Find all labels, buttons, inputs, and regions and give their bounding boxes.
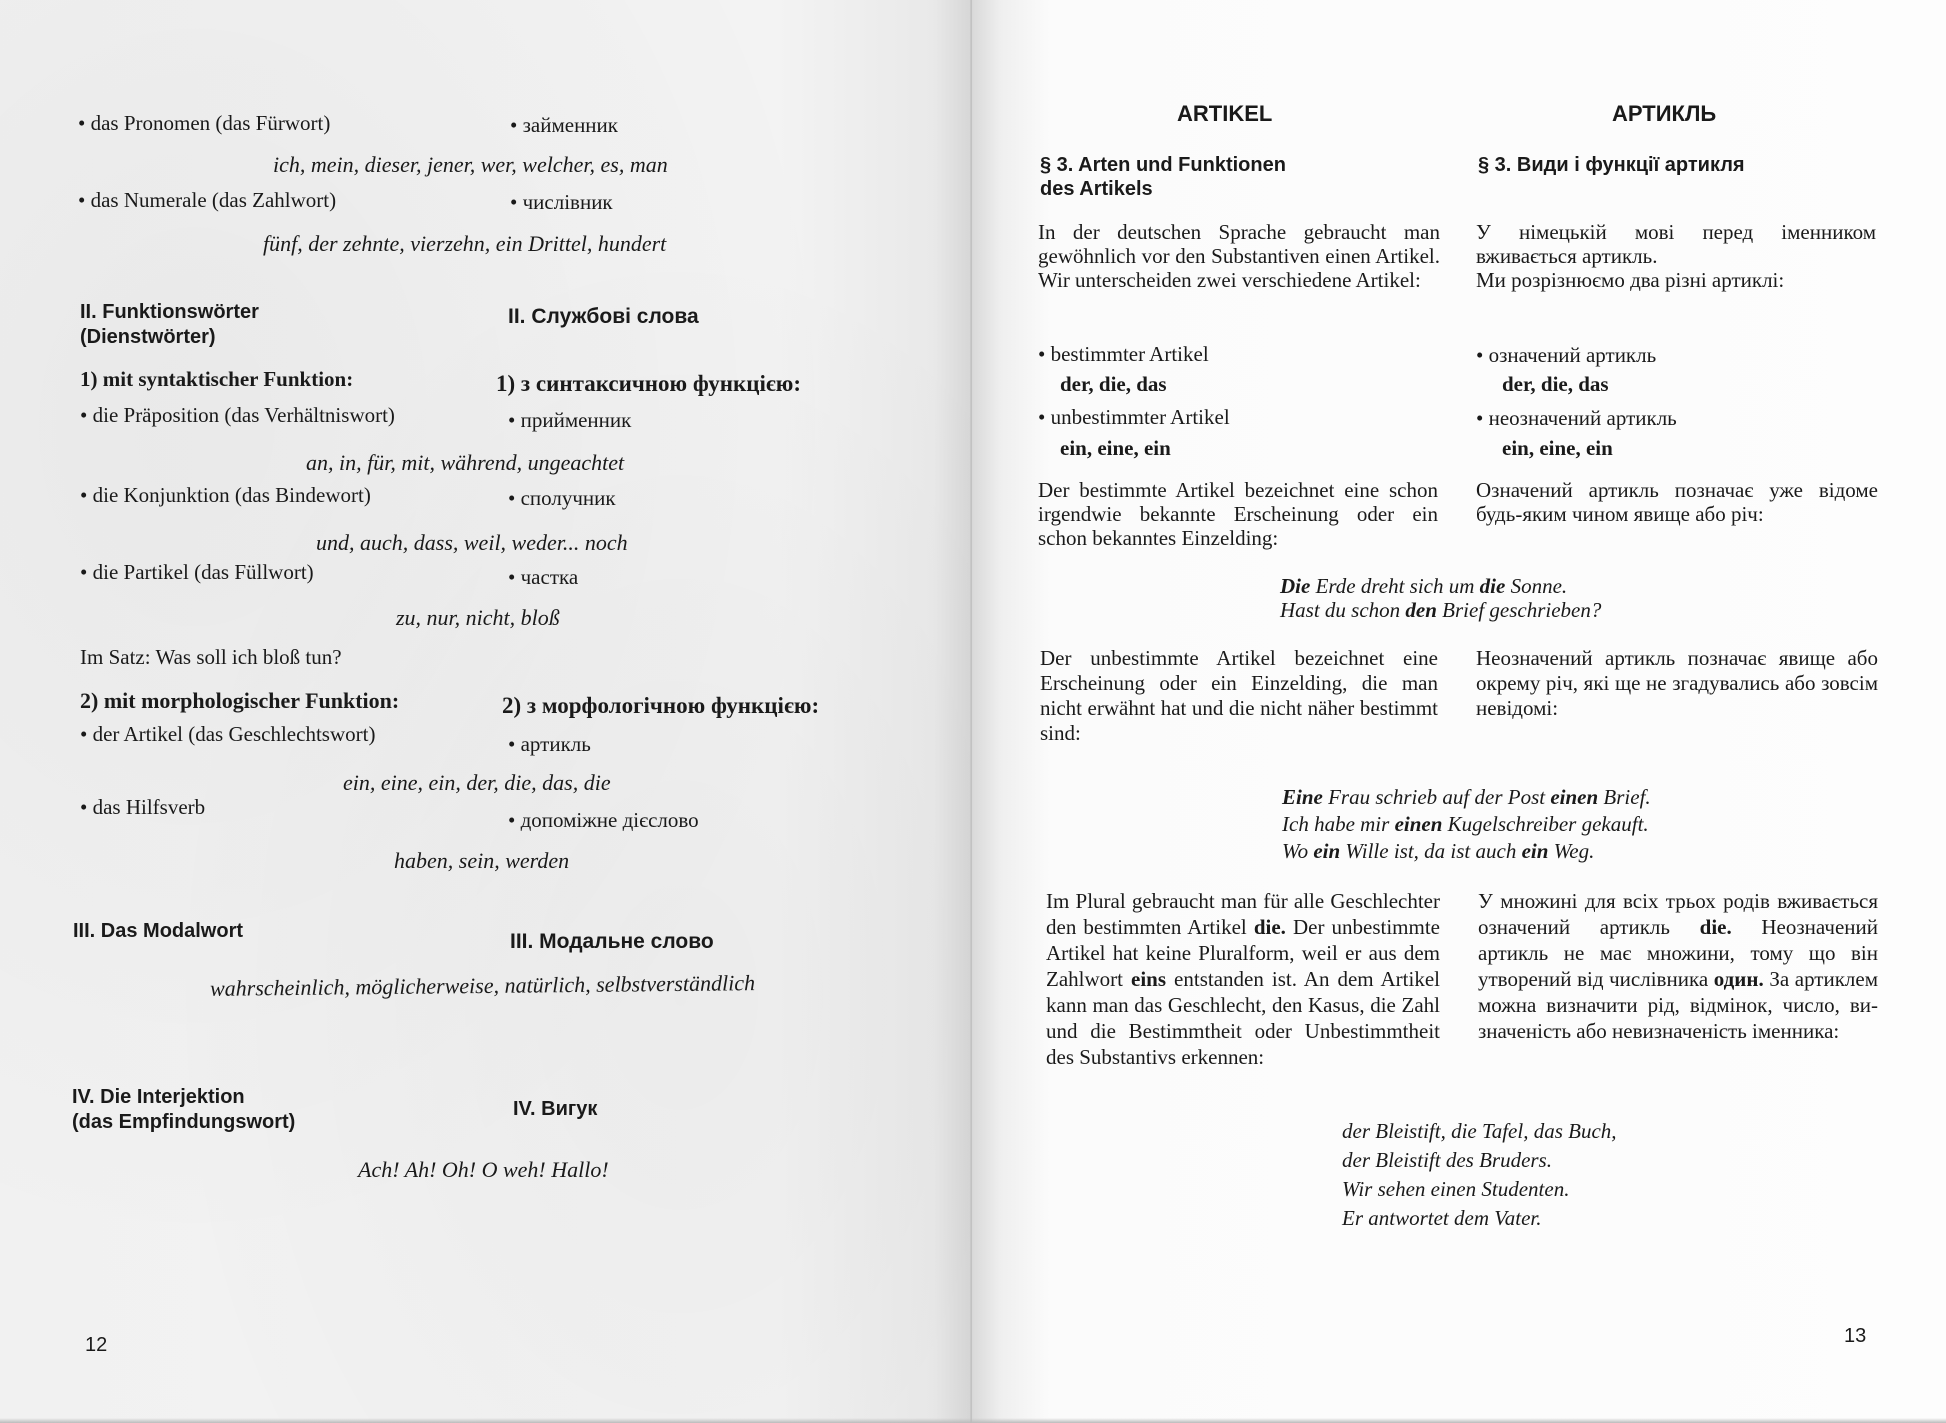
numeral-examples: fünf, der zehnte, vierzehn, ein Drittel, hundert [263,231,667,256]
example-text: Kugelschreiber gekauft. [1442,812,1649,836]
preposition-uk: • прийменник [508,408,631,433]
intro-de: In der deutschen Sprache gebraucht man gewöhnlich vor den Substantiven einen Artikel. Wir unterscheiden zwei verschiedene Artikel: [1038,220,1440,292]
pronoun-de: • das Pronomen (das Fürwort) [78,111,330,136]
example-text: Sonne. [1505,574,1568,598]
definite-forms-uk: der, die, das [1502,372,1609,396]
section2-heading-uk: II. Службові слова [508,305,699,328]
bold-article: ein [1313,839,1341,863]
section2-heading-de-line2: (Dienstwörter) [80,326,216,348]
section4-heading-uk: IV. Вигук [513,1098,598,1120]
particle-uk: • частка [508,565,578,590]
example-text: Brief geschrieben? [1436,598,1602,622]
particle-de: • die Partikel (das Füllwort) [80,560,314,585]
definite-examples [1280,574,1601,622]
definite-article-de: • bestimmter Artikel [1038,342,1209,367]
section4-heading-de-line2: (das Empfindungswort) [72,1111,296,1133]
auxiliary-uk: • допоміжне дієслово [508,808,699,833]
bold-article: den [1405,598,1437,622]
page-number-right: 13 [1844,1325,1867,1347]
conjunction-de: • die Konjunktion (das Bindewort) [80,483,371,508]
bold-article: einen [1394,812,1443,836]
numeral-de: • das Numerale (das Zahlwort) [78,188,336,213]
bold-article: Die [1280,574,1311,598]
conjunction-uk: • сполучник [508,486,616,511]
intro-uk [1476,220,1876,292]
book-gutter [970,0,973,1423]
plural-text: entstanden ist. An dem Artikel kann man das Geschlecht, den Kasus, die Zahl und die Bestimmtheit oder Unbestimmtheit des Substantivs erkennen: [1046,967,1440,1069]
bold-term: die. [1253,915,1286,939]
plural-description-de [1046,888,1440,1070]
definite-forms-de: der, die, das [1060,372,1167,396]
final-example-line: Wir sehen einen Studenten. [1342,1177,1570,1201]
article-examples: ein, eine, ein, der, die, das, die [343,770,611,795]
bold-article: einen [1550,785,1599,809]
definite-description-uk: Означений артикль позначає уже відоме будь-яким чином явище або річ: [1476,478,1878,526]
bold-article: die [1479,574,1506,598]
section3-heading-uk: III. Модальне слово [510,930,714,953]
title-de: ARTIKEL [1177,101,1273,126]
auxiliary-de: • das Hilfsverb [80,795,205,820]
conjunction-examples: und, auch, dass, weil, weder... noch [316,530,628,555]
intro-uk-line1: У німецькій мові перед іменником вживається артикль. [1476,220,1876,268]
example-text: Frau schrieb auf der Post [1322,785,1551,809]
paragraph-heading-uk: § 3. Види і функції артикля [1478,154,1745,176]
final-example-line: Er antwortet dem Vater. [1342,1206,1542,1230]
plural-text: У множині для всіх трьох родів вживається означений артикль [1478,889,1878,939]
example-text: Erde dreht sich um [1310,574,1480,598]
section3-heading-de: III. Das Modalwort [73,920,244,942]
section4-heading-de-line1: IV. Die Interjektion [72,1086,245,1108]
preposition-examples: an, in, für, mit, während, ungeachtet [306,450,625,475]
bold-term: один. [1713,967,1764,991]
auxiliary-examples: haben, sein, werden [394,848,570,873]
example-text: Ich habe mir [1282,812,1395,836]
indefinite-example-line [1282,784,1651,811]
example-text: Brief. [1598,785,1651,809]
pronoun-examples: ich, mein, dieser, jener, wer, welcher, es, man [273,152,668,177]
numeral-uk: • числівник [510,190,613,215]
example-text: Weg. [1548,839,1595,863]
section2-heading-de [80,300,259,350]
plural-description-uk [1478,888,1878,1044]
sub1-heading-de: 1) mit syntaktischer Funktion: [80,367,354,391]
article-uk: • артикль [508,732,591,757]
final-example-line: der Bleistift des Bruders. [1342,1148,1552,1172]
indefinite-examples [1282,784,1651,865]
example-text: Wo [1282,839,1314,863]
particle-examples: zu, nur, nicht, bloß [396,605,560,630]
definite-article-uk: • означений артикль [1476,343,1656,368]
plural-text: Неозначений артикль не має множини, тому що він утворений від числівника [1478,915,1878,991]
indefinite-article-de: • unbestimmter Artikel [1038,405,1230,430]
example-text: Hast du schon [1280,598,1406,622]
section4-heading-de [72,1085,295,1135]
final-example-line: der Bleistift, die Tafel, das Buch, [1342,1119,1617,1143]
indefinite-article-uk: • неозначений артикль [1476,406,1677,431]
indefinite-example-line [1282,811,1651,838]
section2-heading-de-line1: II. Funktionswörter [80,301,259,323]
definite-example-line [1280,598,1601,622]
paragraph-heading-de-line2: des Artikels [1040,178,1153,200]
indefinite-forms-de: ein, eine, ein [1060,436,1171,460]
sub2-heading-de: 2) mit morphologischer Funktion: [80,688,400,713]
paragraph-heading-de-line1: § 3. Arten und Funktionen [1040,154,1286,176]
plural-text: Der unbestimmte Artikel hat keine Pluralform, weil er aus dem Zahlwort [1046,915,1440,991]
final-examples [1342,1117,1617,1233]
bold-term: die. [1699,915,1732,939]
plural-text: Im Plural gebraucht man für alle Geschlechter den bestimmten Artikel [1046,889,1440,939]
indefinite-forms-uk: ein, eine, ein [1502,436,1613,460]
sub2-heading-uk: 2) з морфологічною функцією: [502,693,820,718]
indefinite-example-line [1282,838,1651,865]
bold-article: ein [1521,839,1549,863]
intro-uk-line2: Ми розрізнюємо два різні артиклі: [1476,268,1785,292]
definite-example-line [1280,574,1601,598]
title-uk: АРТИКЛЬ [1612,101,1717,126]
page-bottom-edge [0,1418,1946,1423]
sub1-heading-uk: 1) з синтаксичною функцією: [496,371,802,396]
left-page [0,0,972,1423]
example-text: Wille ist, da ist auch [1340,839,1522,863]
indefinite-description-uk: Неозначений артикль позначає явище або окрему річ, які ще не згадувались або зовсім невідомі: [1476,646,1878,720]
pronoun-uk: • займенник [510,113,618,138]
interjection-examples: Ach! Ah! Oh! O weh! Hallo! [358,1157,609,1182]
bold-term: eins [1131,967,1167,991]
plural-text: За артиклем можна визначити рід, відмінок, число, визначеність або невизначеність іменника: [1478,967,1879,1043]
in-sentence-example: Im Satz: Was soll ich bloß tun? [80,645,342,669]
paragraph-heading-de [1040,153,1286,201]
right-page [972,0,1946,1423]
modalwort-examples: wahrscheinlich, möglicherweise, natürlich, selbstverständlich [209,970,756,1001]
article-de: • der Artikel (das Geschlechtswort) [80,722,375,747]
bold-article: Eine [1282,785,1323,809]
page-number-left: 12 [85,1334,108,1356]
definite-description-de: Der bestimmte Artikel bezeichnet eine schon irgendwie bekannte Erscheinung oder ein schon bekanntes Einzelding: [1038,478,1438,550]
preposition-de: • die Präposition (das Verhältniswort) [80,403,395,428]
indefinite-description-de: Der unbestimmte Artikel bezeichnet eine Erscheinung oder ein Einzelding, die man nicht erwähnt hat und die nicht näher bestimmt sind: [1040,646,1438,745]
